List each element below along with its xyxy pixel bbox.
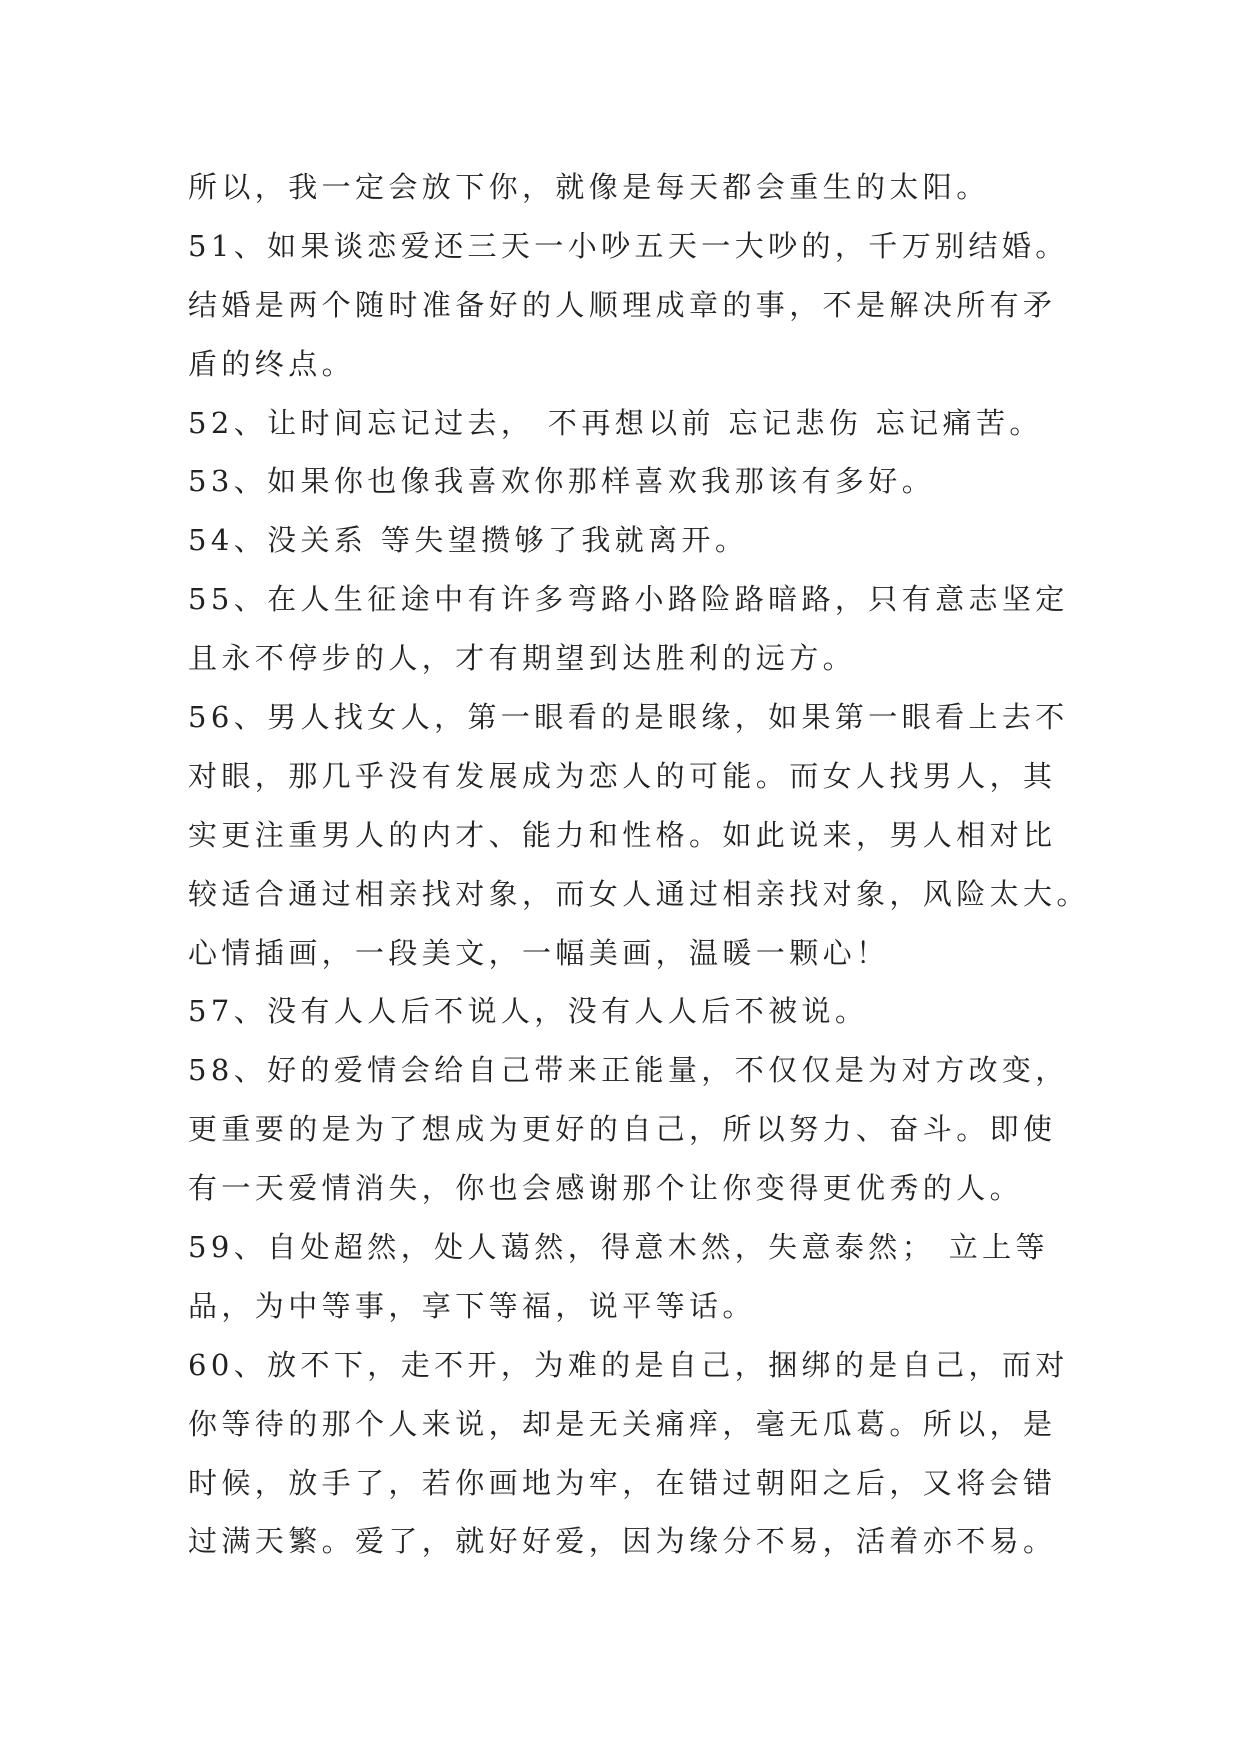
text-line: 实更注重男人的内才、能力和性格。如此说来，男人相对比 bbox=[188, 817, 1057, 852]
text-line: 57、没有人人后不说人，没有人人后不被说。 bbox=[188, 994, 869, 1029]
text-line: 你等待的那个人来说，却是无关痛痒，毫无瓜葛。所以，是 bbox=[188, 1406, 1057, 1441]
text-line: 58、好的爱情会给自己带来正能量，不仅仅是为对方改变， bbox=[188, 1053, 1069, 1088]
text-line: 有一天爱情消失，你也会感谢那个让你变得更优秀的人。 bbox=[188, 1171, 1024, 1206]
text-line: 结婚是两个随时准备好的人顺理成章的事，不是解决所有矛 bbox=[188, 287, 1057, 322]
text-line: 盾的终点。 bbox=[188, 346, 356, 381]
text-line: 52、让时间忘记过去， 不再想以前 忘记悲伤 忘记痛苦。 bbox=[188, 405, 1043, 440]
text-line: 55、在人生征途中有许多弯路小路险路暗路，只有意志坚定 bbox=[188, 582, 1069, 617]
text-line: 54、没关系 等失望攒够了我就离开。 bbox=[188, 523, 749, 558]
text-line: 59、自处超然，处人蔼然，得意木然，失意泰然； 立上等 bbox=[188, 1230, 1049, 1265]
text-line: 时候，放手了，若你画地为牢，在错过朝阳之后，又将会错 bbox=[188, 1465, 1057, 1500]
text-line: 对眼，那几乎没有发展成为恋人的可能。而女人找男人，其 bbox=[188, 758, 1057, 793]
text-line: 53、如果你也像我喜欢你那样喜欢我那该有多好。 bbox=[188, 464, 936, 499]
text-line: 所以，我一定会放下你，就像是每天都会重生的太阳。 bbox=[188, 170, 990, 204]
text-line: 过满天繁。爱了，就好好爱，因为缘分不易，活着亦不易。 bbox=[188, 1524, 1057, 1559]
text-line: 品，为中等事，享下等福，说平等话。 bbox=[188, 1288, 756, 1323]
text-line: 且永不停步的人，才有期望到达胜利的远方。 bbox=[188, 641, 857, 676]
text-line: 心情插画，一段美文，一幅美画，温暖一颗心！ bbox=[188, 935, 890, 970]
text-line: 更重要的是为了想成为更好的自己，所以努力、奋斗。即使 bbox=[188, 1112, 1057, 1147]
text-line: 较适合通过相亲找对象，而女人通过相亲找对象，风险太大。 bbox=[188, 876, 1090, 911]
text-line: 60、放不下，走不开，为难的是自己，捆绑的是自己，而对 bbox=[188, 1347, 1069, 1382]
document-body bbox=[188, 158, 1088, 1571]
text-line: 51、如果谈恋爱还三天一小吵五天一大吵的，千万别结婚。 bbox=[188, 228, 1069, 263]
text-line: 56、男人找女人，第一眼看的是眼缘，如果第一眼看上去不 bbox=[188, 700, 1069, 735]
